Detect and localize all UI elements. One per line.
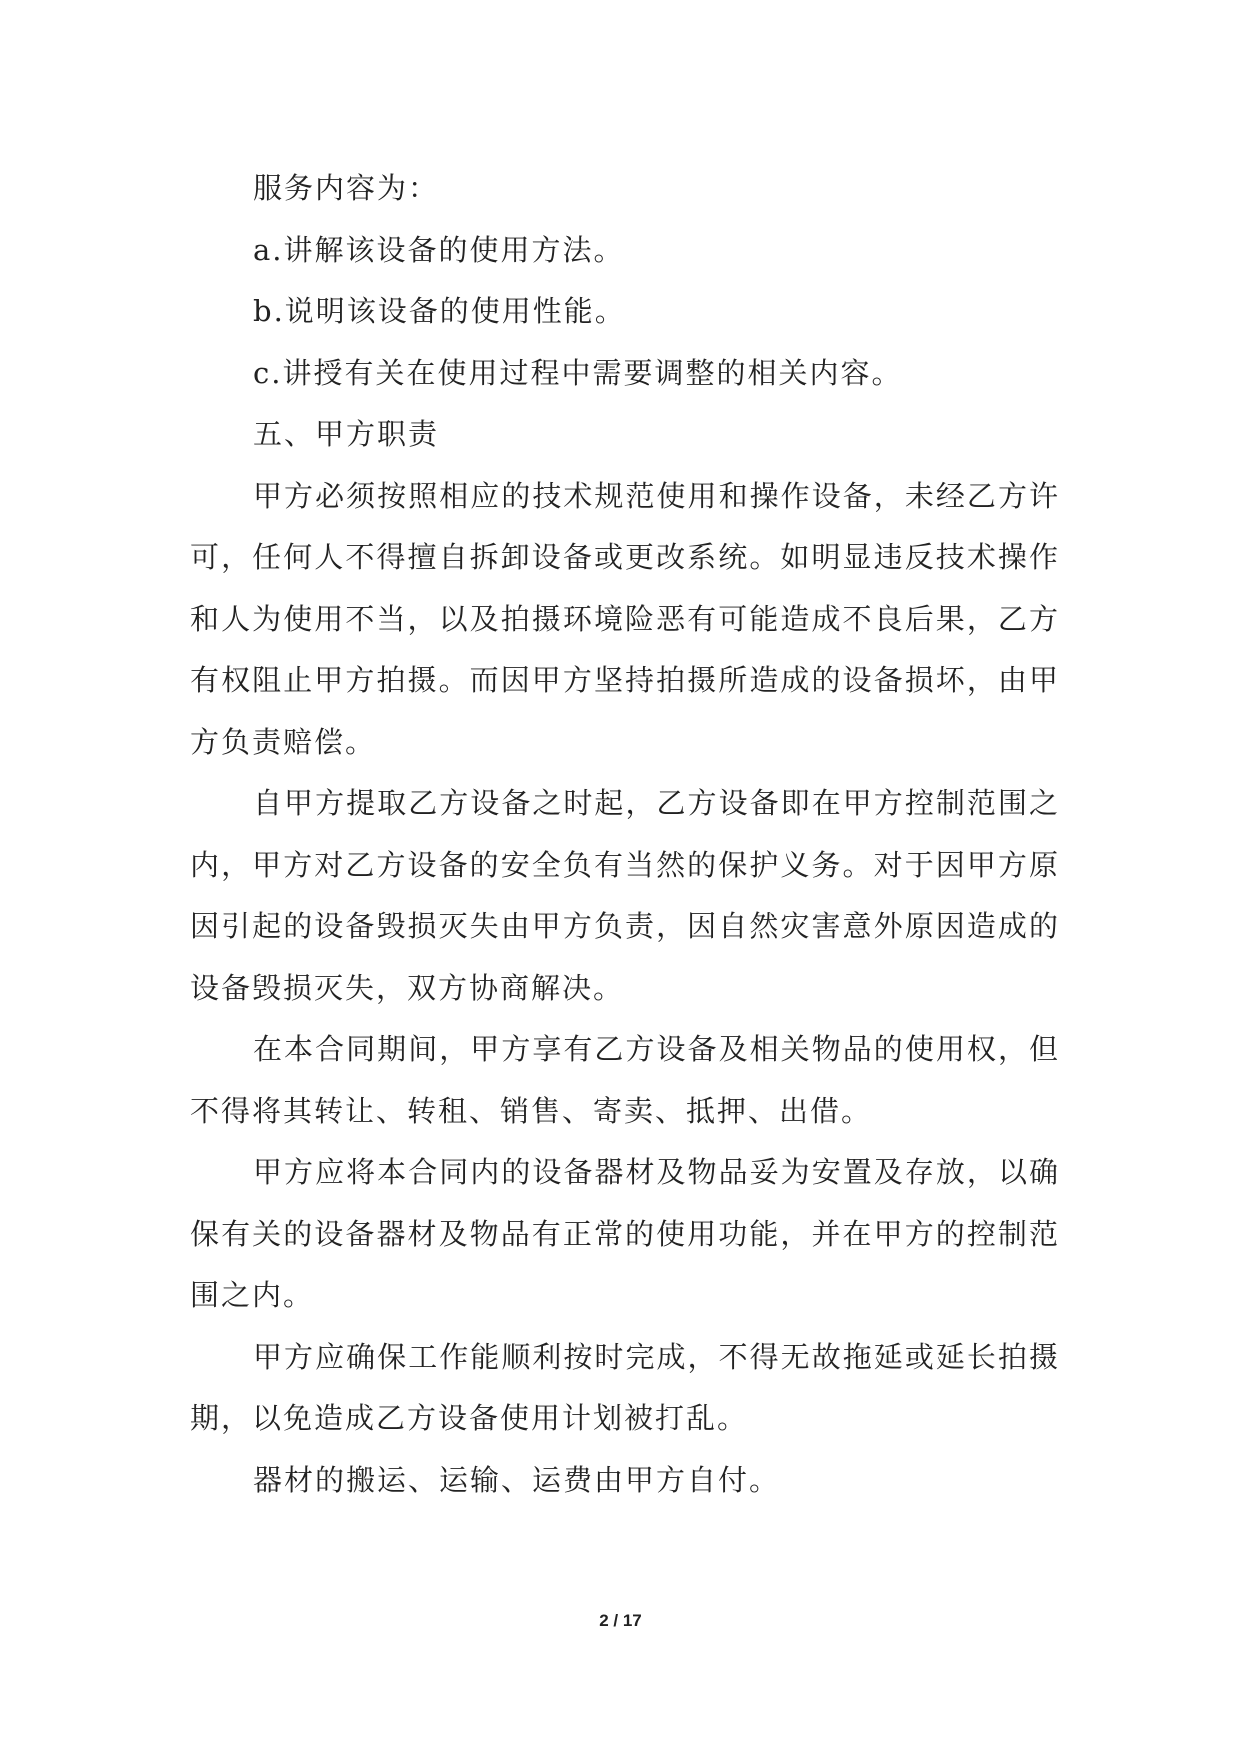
- paragraph-schedule: 甲方应确保工作能顺利按时完成，不得无故拖延或延长拍摄期，以免造成乙方设备使用计划被打乱。: [190, 1339, 1060, 1435]
- paragraph-item-b: b.说明该设备的使用性能。: [253, 294, 626, 328]
- paragraph-storage: 甲方应将本合同内的设备器材及物品妥为安置及存放，以确保有关的设备器材及物品有正常的使用功能，并在甲方的控制范围之内。: [190, 1155, 1060, 1312]
- paragraph-operation-rules: 甲方必须按照相应的技术规范使用和操作设备，未经乙方许可，任何人不得擅自拆卸设备或更改系统。如明显违反技术操作和人为使用不当，以及拍摄环境险恶有可能造成不良后果，乙方有权阻止甲方拍摄。而因甲方坚持拍摄所造成的设备损坏，由甲方负责赔偿。: [190, 478, 1060, 759]
- paragraph-item-a: a.讲解该设备的使用方法。: [253, 232, 625, 267]
- paragraph-equipment-custody: 自甲方提取乙方设备之时起，乙方设备即在甲方控制范围之内，甲方对乙方设备的安全负有当然的保护义务。对于因甲方原因引起的设备毁损灭失由甲方负责，因自然灾害意外原因造成的设备毁损灭失，双方协商解决。: [190, 786, 1060, 1005]
- paragraph-item-c: c.讲授有关在使用过程中需要调整的相关内容。: [253, 355, 903, 390]
- paragraph-service-content-intro: 服务内容为：: [253, 171, 440, 205]
- section-heading-party-a-duties: 五、甲方职责: [253, 417, 440, 451]
- page-number: 2 / 17: [599, 1611, 642, 1630]
- paragraph-usage-rights: 在本合同期间，甲方享有乙方设备及相关物品的使用权，但不得将其转让、转租、销售、寄卖、抵押、出借。: [190, 1032, 1060, 1128]
- paragraph-transport: 器材的搬运、运输、运费由甲方自付。: [253, 1462, 781, 1497]
- document-body: [190, 158, 1060, 1511]
